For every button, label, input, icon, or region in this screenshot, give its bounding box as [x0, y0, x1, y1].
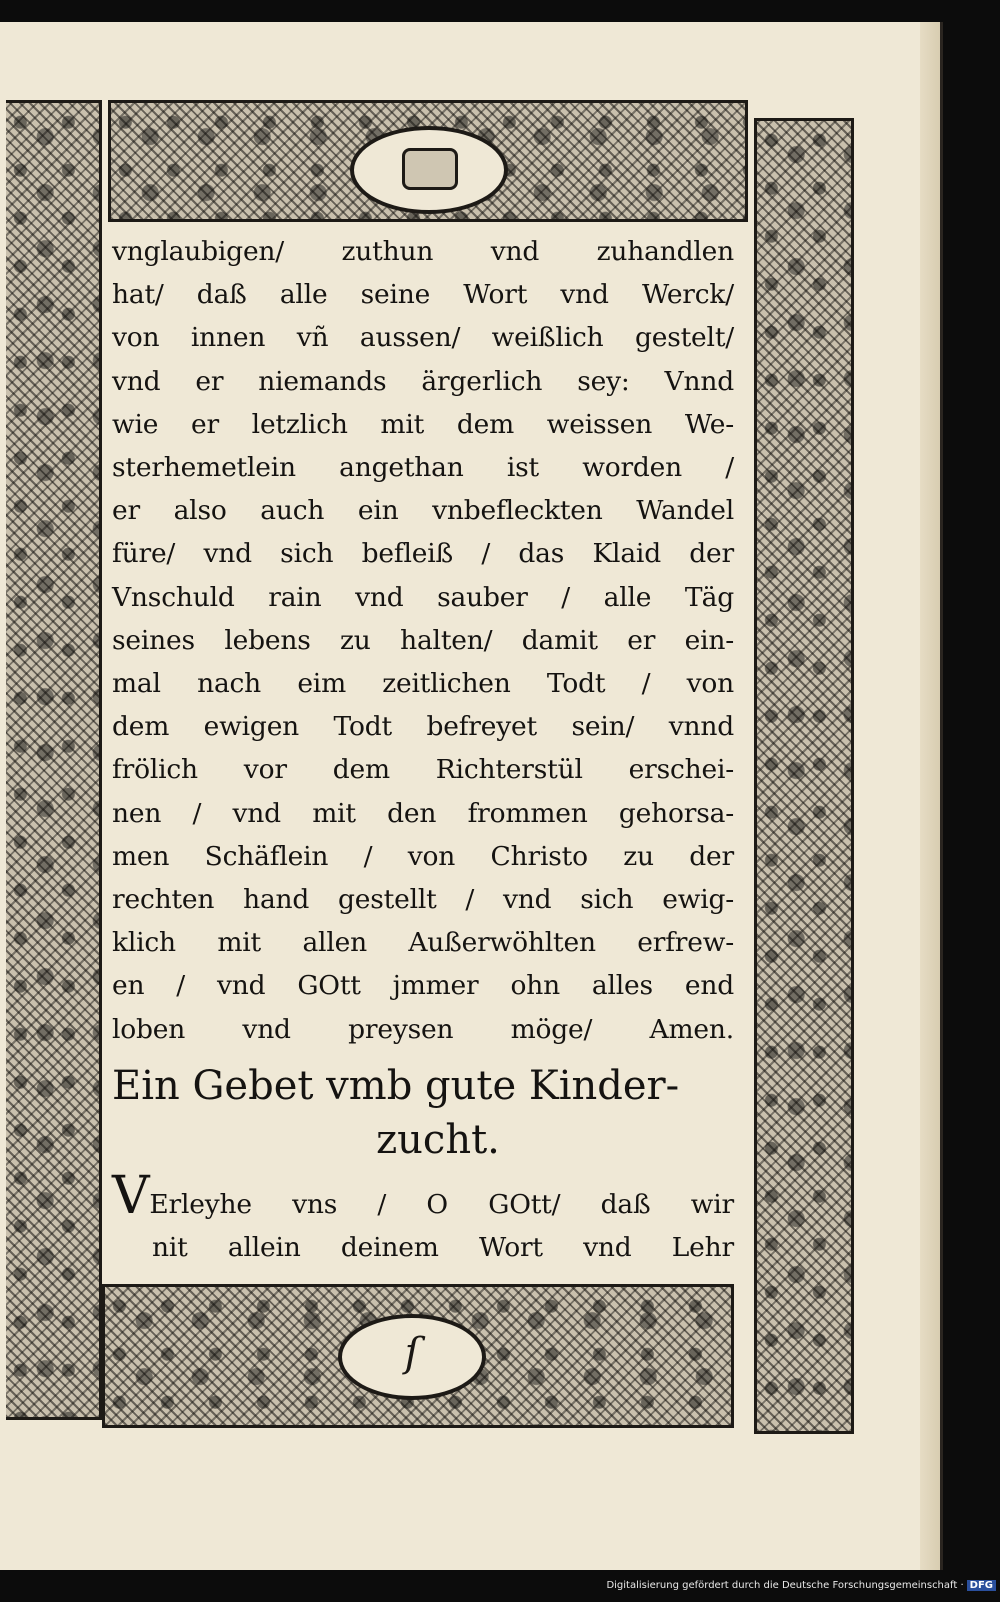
book-page [0, 22, 943, 1570]
text-line: vnglaubigen/ zuthun vnd zuhandlen [112, 236, 734, 267]
folio-cartouche [338, 1314, 486, 1400]
text-line: er also auch ein vnbefleckten Wandel [112, 495, 734, 527]
text-line: mal nach eim zeitlichen Todt / von [112, 668, 734, 700]
prayer-heading: Ein Gebet vmb gute Kinder- [112, 1062, 680, 1109]
text-line: nen / vnd mit den frommen gehorsa- [112, 797, 734, 829]
text-block [112, 230, 734, 1280]
dfg-logo: DFG [967, 1580, 996, 1591]
folio-mark: ſ [404, 1330, 420, 1376]
digitization-footer [606, 1580, 996, 1591]
text-line: dem ewigen Todt befreyet sein/ vnnd [112, 711, 734, 743]
incipit-line-2: nit allein deinem Wort vnd Lehr [152, 1232, 734, 1264]
top-cartouche [350, 126, 508, 214]
footer-text: Digitalisierung gefördert durch die Deutsche Forschungsgemeinschaft · [606, 1580, 964, 1591]
body-text [112, 230, 734, 1051]
text-line: men Schäflein / von Christo zu der [112, 840, 734, 872]
cartouche-emblem-icon [402, 148, 458, 190]
text-line: sterhemetlein angethan ist worden / [112, 452, 734, 484]
text-line: loben vnd preysen möge/ Amen. [112, 1013, 734, 1045]
text-line: füre/ vnd sich befleiß / das Klaid der [112, 538, 734, 570]
woodcut-border-left [6, 100, 102, 1420]
text-line: hat/ daß alle seine Wort vnd Werck/ [112, 279, 734, 311]
text-line: klich mit allen Außerwöhlten erfrew- [112, 927, 734, 959]
text-line: vnd er niemands ärgerlich sey: Vnnd [112, 365, 734, 397]
page-edge [920, 22, 940, 1570]
incipit-text: Erleyhe vns / O GOtt/ daß wir [149, 1188, 734, 1220]
text-line: frölich vor dem Richterstül erschei- [112, 754, 734, 786]
text-line: Vnschuld rain vnd sauber / alle Täg [112, 581, 734, 613]
text-line: en / vnd GOtt jmmer ohn alles end [112, 970, 734, 1002]
woodcut-border-right [754, 118, 854, 1434]
text-line: rechten hand gestellt / vnd sich ewig- [112, 884, 734, 916]
text-line: wie er letzlich mit dem weissen We- [112, 408, 734, 440]
incipit-line [112, 1165, 734, 1226]
text-line: von innen vñ aussen/ weißlich gestelt/ [112, 322, 734, 354]
prayer-heading-continuation: zucht. [376, 1116, 500, 1163]
drop-capital: V [112, 1165, 150, 1226]
text-line: seines lebens zu halten/ damit er ein- [112, 624, 734, 656]
